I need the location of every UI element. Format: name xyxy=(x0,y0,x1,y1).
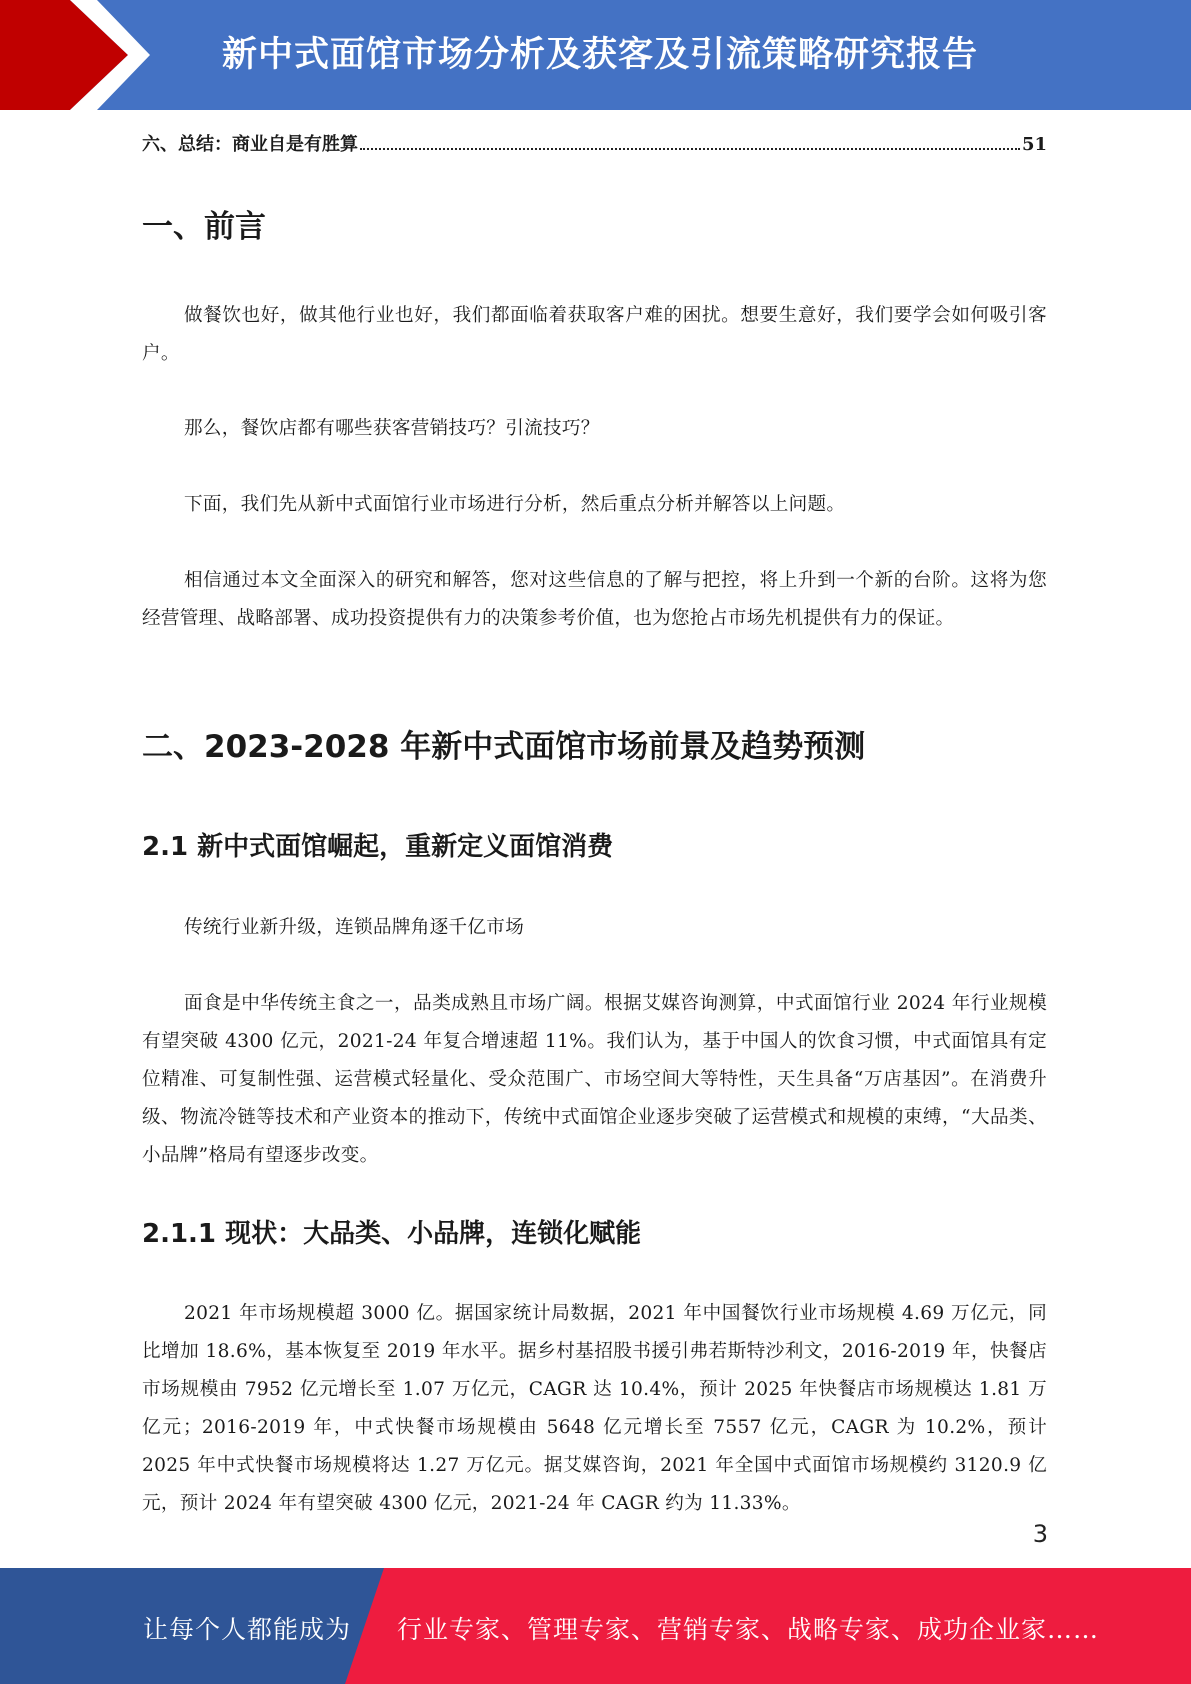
document-title: 新中式面馆市场分析及获客及引流策略研究报告 xyxy=(222,35,979,75)
page-header xyxy=(0,0,1191,110)
page-number: 3 xyxy=(1032,1520,1048,1548)
footer-slogan-left: 让每个人都能成为 xyxy=(143,1615,352,1644)
paragraph: 下面，我们先从新中式面馆行业市场进行分析，然后重点分析并解答以上问题。 xyxy=(184,494,846,515)
section-heading-preface: 一、前言 xyxy=(142,209,266,245)
page-footer xyxy=(0,1568,1191,1684)
paragraph: 那么，餐饮店都有哪些获客营销技巧？引流技巧？ xyxy=(184,418,600,439)
paragraph: 传统行业新升级，连锁品牌角逐千亿市场 xyxy=(184,917,525,938)
toc-entry-page: 51 xyxy=(1021,134,1047,155)
subsubsection-heading: 2.1.1 现状：大品类、小品牌，连锁化赋能 xyxy=(142,1219,642,1249)
toc-entry-label: 六、总结：商业自是有胜算 xyxy=(142,134,358,155)
paragraph: 做餐饮也好，做其他行业也好，我们都面临着获取客户难的困扰。想要生意好，我们要学会如何吸引客户。 xyxy=(142,305,1047,364)
footer-slogan-right: 行业专家、管理专家、营销专家、战略专家、成功企业家…… xyxy=(397,1615,1100,1644)
subsection-heading: 2.1 新中式面馆崛起，重新定义面馆消费 xyxy=(142,832,614,862)
toc-leader-dots xyxy=(360,148,1020,150)
paragraph: 2021 年市场规模超 3000 亿。据国家统计局数据，2021 年中国餐饮行业市场规模 4.69 万亿元，同比增加 18.6%，基本恢复至 2019 年水平。据乡村基招股书援引弗若斯特沙利文，2016-2019 年，快餐店市场规模由 7952 亿元增长至 1.07 万亿元，CAGR 达 10.4%，预计 2025 年快餐店市场规模达 1.81 万亿元；2016-2019 年，中式快餐市场规模由 5648 亿元增长至 7557 亿元，CAGR 为 10.2%，预计 2025 年中式快餐市场规模将达 1.27 万亿元。据艾媒咨询，2021 年全国中式面馆市场规模约 3120.9 亿元，预计 2024 年有望突破 4300 亿元，2021-24 年 CAGR 约为 11.33%。 xyxy=(142,1303,1047,1514)
paragraph: 面食是中华传统主食之一，品类成熟且市场广阔。根据艾媒咨询测算，中式面馆行业 2024 年行业规模有望突破 4300 亿元，2021-24 年复合增速超 11%。我们认为，基于中国人的饮食习惯，中式面馆具有定位精准、可复制性强、运营模式轻量化、受众范围广、市场空间大等特性，天生具备“万店基因”。在消费升级、物流冷链等技术和产业资本的推动下，传统中式面馆企业逐步突破了运营模式和规模的束缚，“大品类、小品牌”格局有望逐步改变。 xyxy=(142,993,1047,1166)
toc-entry[interactable] xyxy=(142,130,1047,158)
paragraph: 相信通过本文全面深入的研究和解答，您对这些信息的了解与把控，将上升到一个新的台阶。这将为您经营管理、战略部署、成功投资提供有力的决策参考价值，也为您抢占市场先机提供有力的保证。 xyxy=(142,570,1047,629)
section-heading-forecast: 二、2023-2028 年新中式面馆市场前景及趋势预测 xyxy=(142,729,866,765)
